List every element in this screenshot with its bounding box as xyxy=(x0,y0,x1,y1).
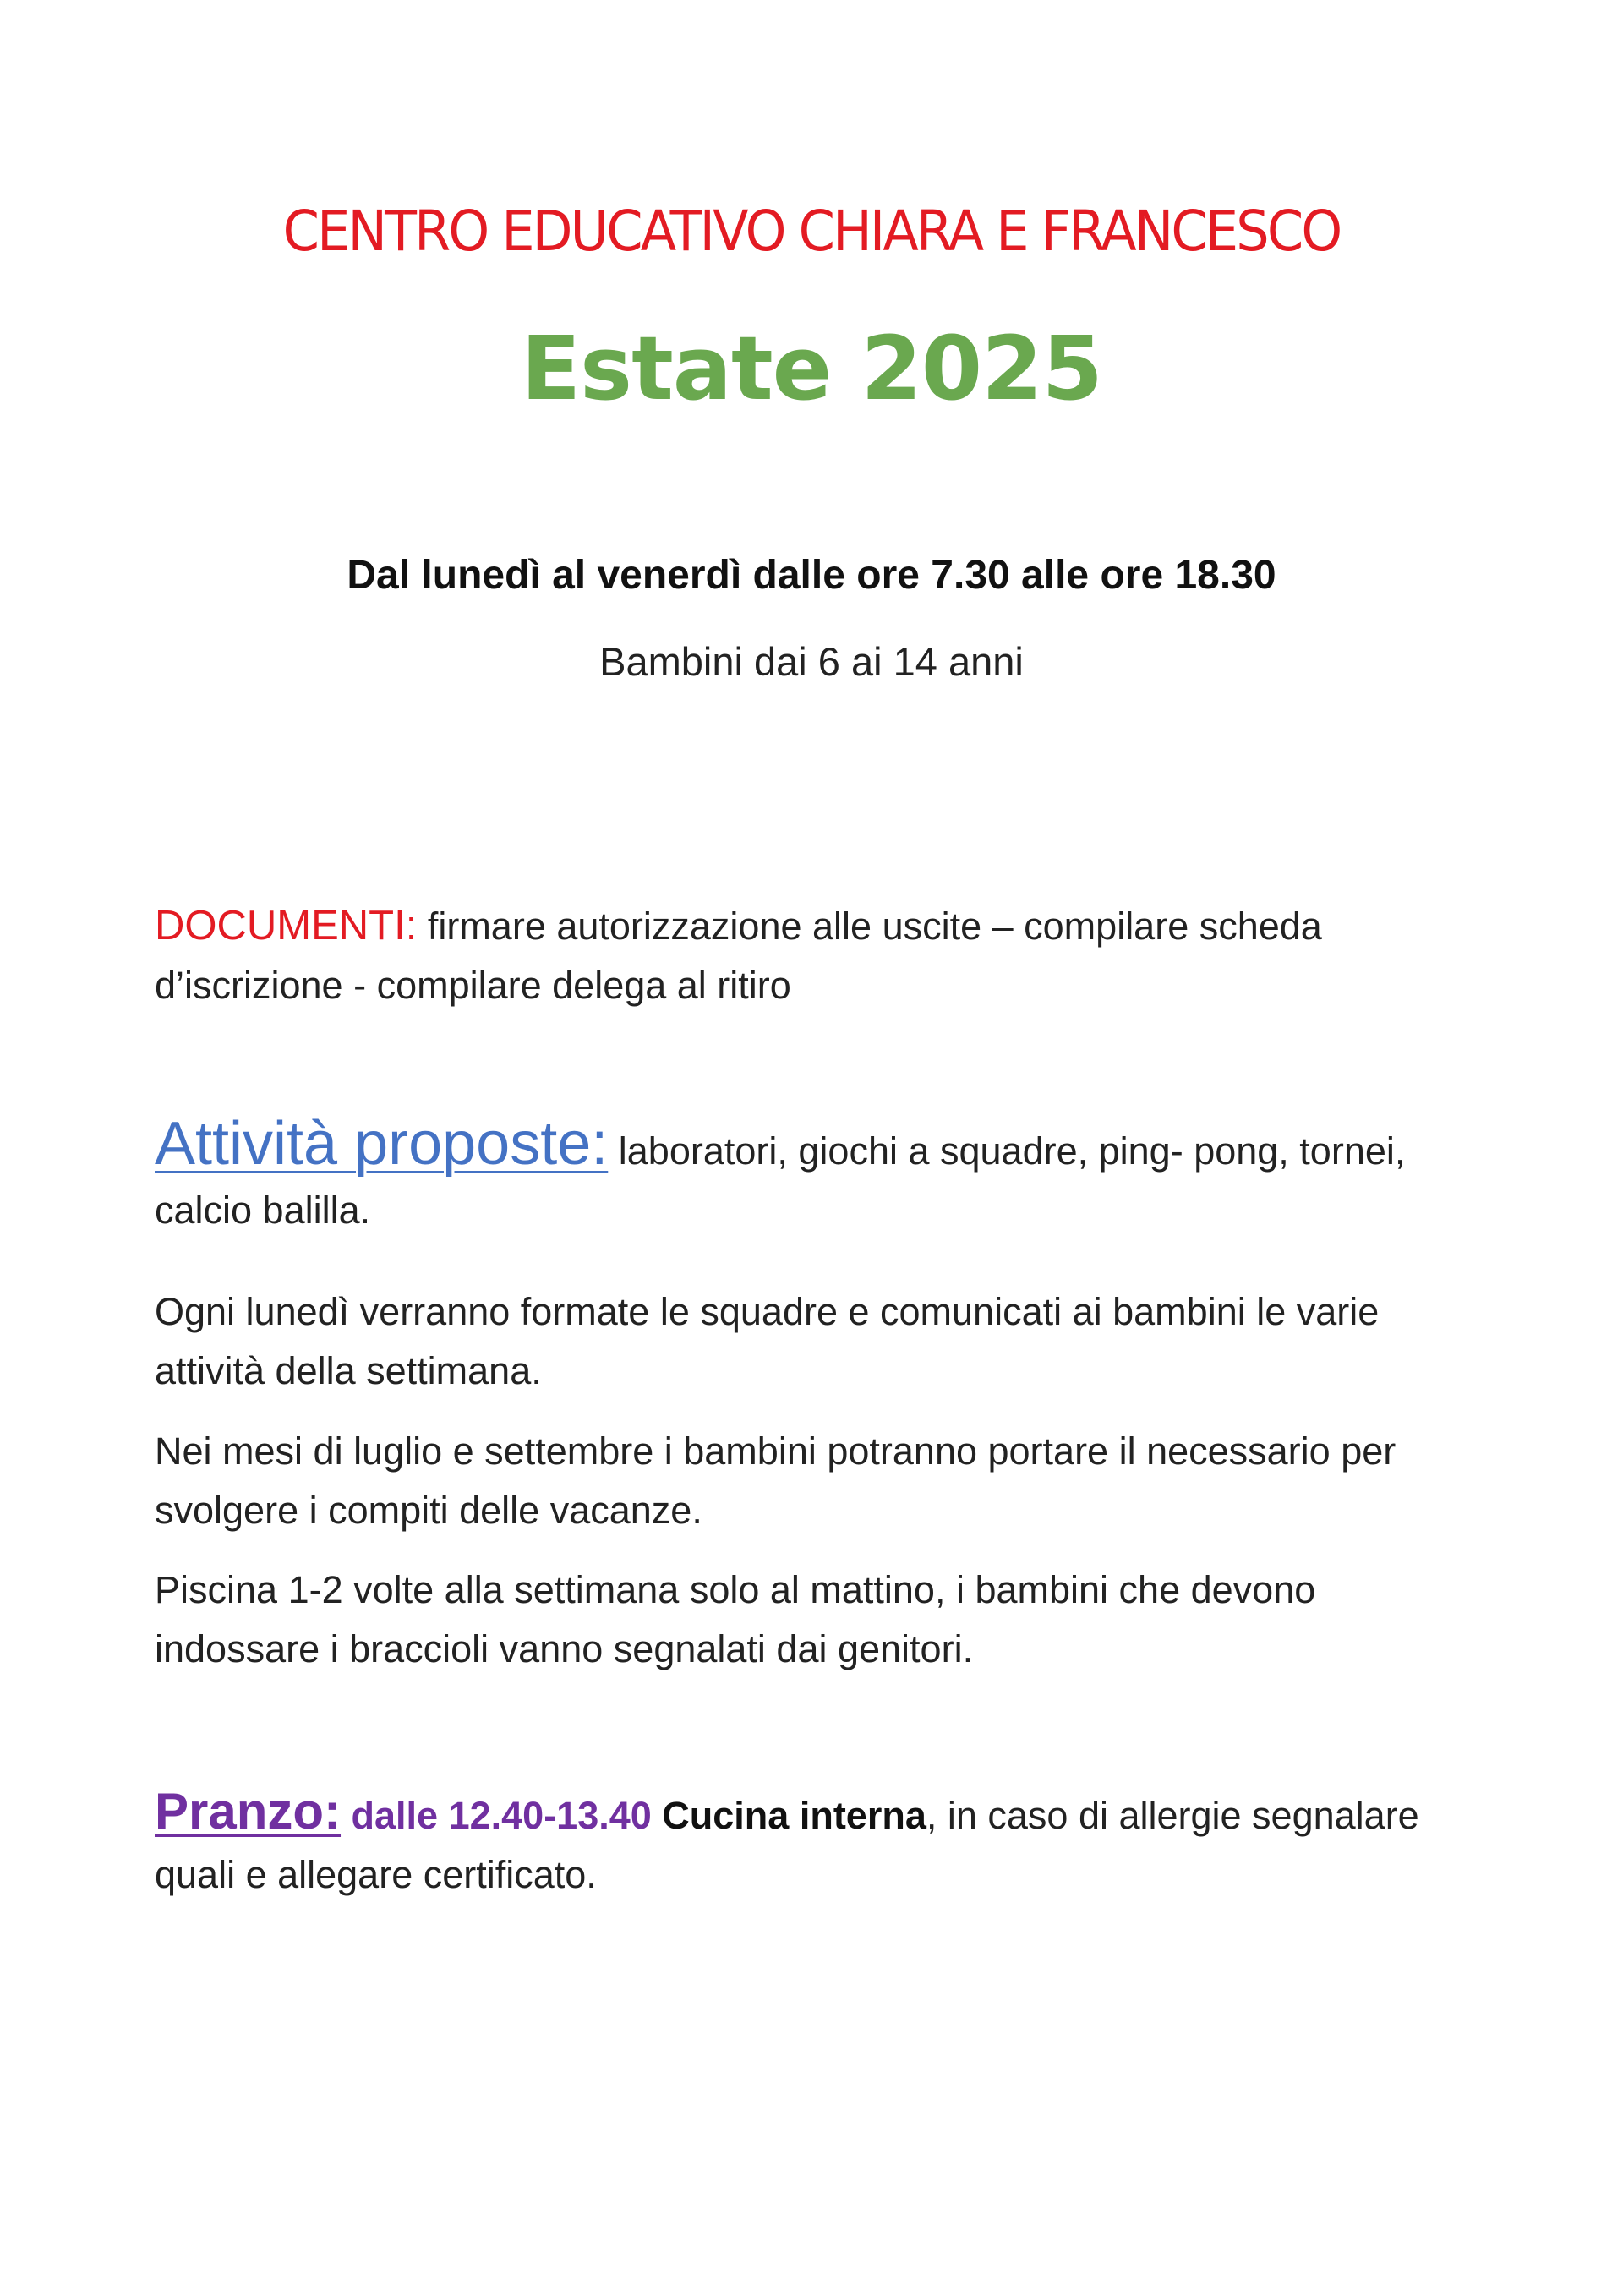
documents-text: firmare autorizzazione alle uscite – compilare scheda d’iscrizione - compilare delega al ritiro xyxy=(155,905,1322,1007)
activities-paragraph: Ogni lunedì verranno formate le squadre e comunicati ai bambini le varie attività della settimana. xyxy=(155,1290,1380,1392)
lunch-label: Pranzo: xyxy=(155,1783,342,1840)
page-subtitle: Estate 2025 xyxy=(521,317,1102,420)
opening-hours: Dal lunedì al venerdì dalle ore 7.30 alle ore 18.30 xyxy=(347,553,1276,598)
lunch-text: , in caso di allergie segnalare quali e allegare certificato. xyxy=(155,1794,1419,1896)
lunch-section xyxy=(155,1782,1473,1905)
documents-label: DOCUMENTI: xyxy=(155,903,418,948)
activities-section xyxy=(155,1110,1473,1240)
activities-label: Attività proposte: xyxy=(155,1110,609,1178)
lunch-kitchen: Cucina interna xyxy=(662,1794,926,1837)
lunch-time: dalle 12.40-13.40 xyxy=(341,1794,663,1837)
activities-paragraph: Nei mesi di luglio e settembre i bambini potranno portare il necessario per svolgere i compiti delle vacanze. xyxy=(155,1430,1396,1532)
activities-text: laboratori, giochi a squadre, ping- pong, tornei, calcio balilla. xyxy=(155,1129,1406,1232)
activities-paragraph: Piscina 1-2 volte alla settimana solo al mattino, i bambini che devono indossare i braccioli vanno segnalati dai genitori. xyxy=(155,1568,1316,1670)
page-title: CENTRO EDUCATIVO CHIARA E FRANCESCO xyxy=(282,199,1341,264)
documents-section xyxy=(155,896,1473,1015)
age-range: Bambini dai 6 ai 14 anni xyxy=(599,639,1024,684)
